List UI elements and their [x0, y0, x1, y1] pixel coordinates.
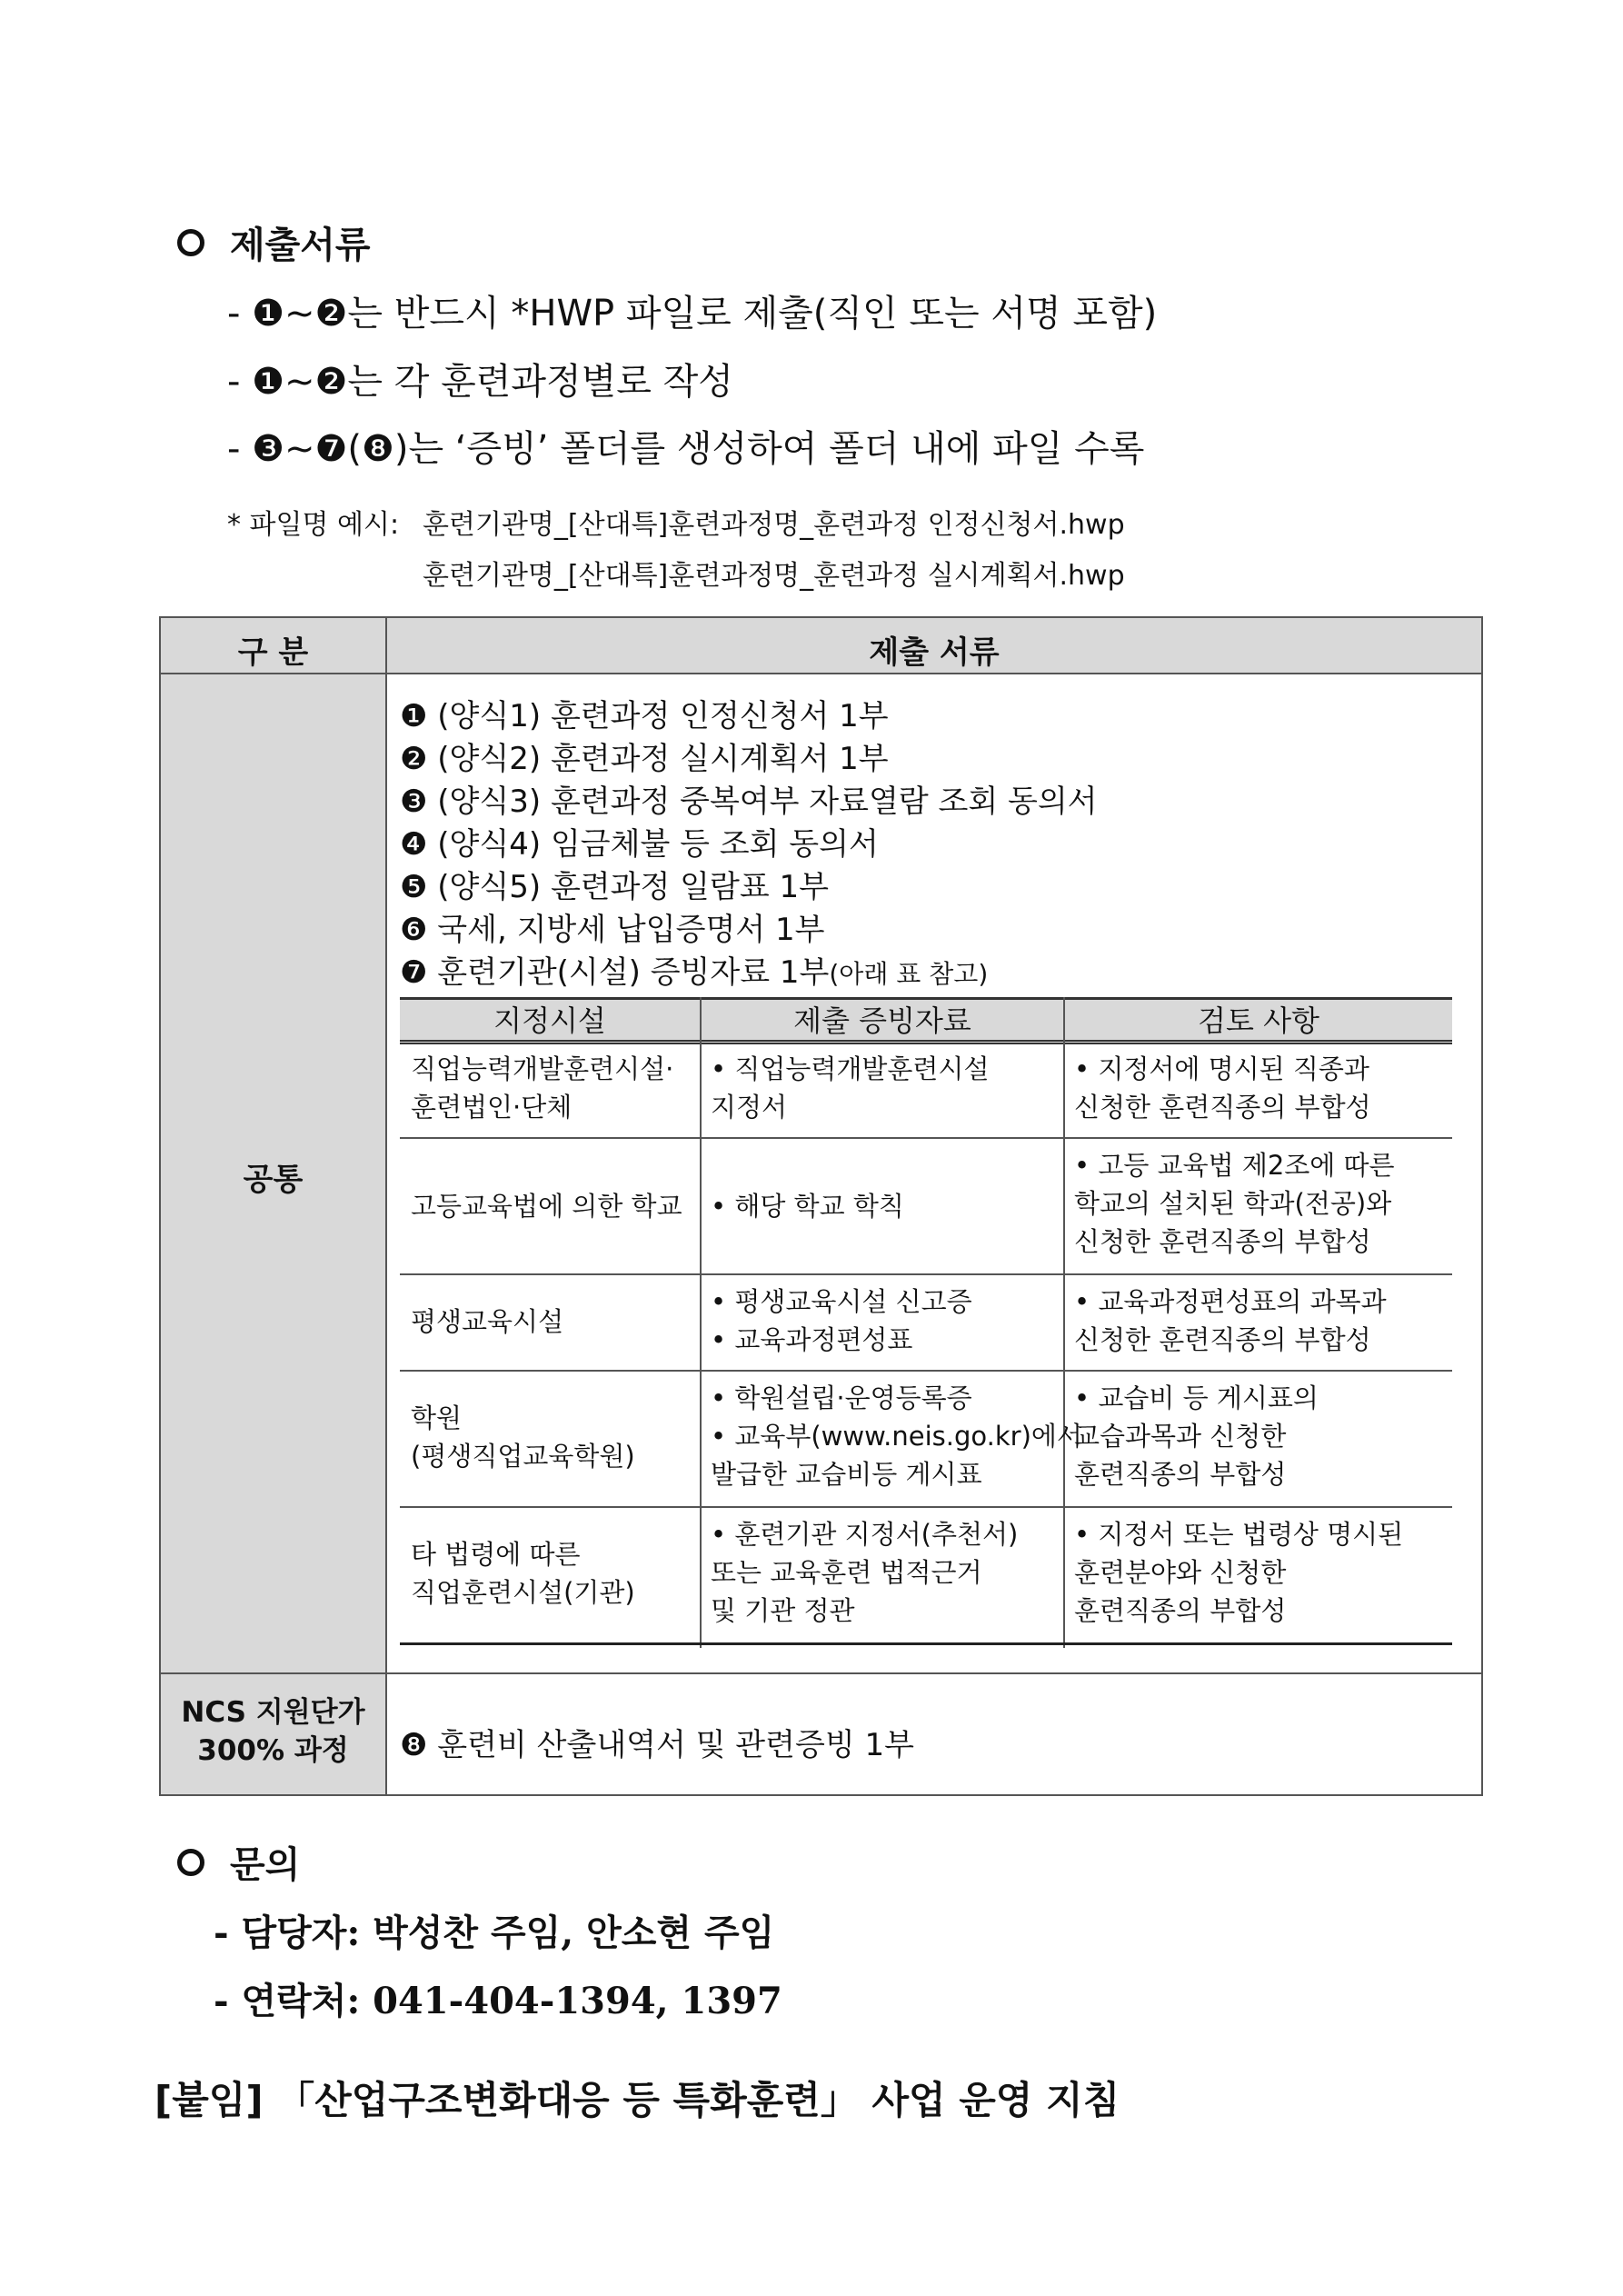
common-item-6: ❻ 국세, 지방세 납입증명서 1부	[400, 912, 825, 948]
submit-bullet-2: - ❶~❷는 각 훈련과정별로 작성	[227, 361, 733, 403]
inner-header-facility: 지정시설	[493, 1003, 606, 1038]
inner-header-row	[400, 997, 1452, 1044]
contact-phone: - 연락처: 041-404-1394, 1397	[214, 1980, 782, 2022]
contact-person: - 담당자: 박성찬 주임, 안소현 주임	[214, 1912, 775, 1954]
review-cell: • 교육과정편성표의 과목과 신청한 훈련직종의 부합성	[1074, 1286, 1387, 1355]
table-row	[400, 1044, 1452, 1139]
common-item-3: ❸ (양식3) 훈련과정 중복여부 자료열람 조회 동의서	[400, 784, 1098, 820]
row-common-label: 공통	[243, 1162, 304, 1198]
facility-cell: 고등교육법에 의한 학교	[411, 1191, 682, 1222]
item7-note: (아래 표 참고)	[829, 959, 989, 989]
docs-cell: • 직업능력개발훈련시설 지정서	[711, 1053, 990, 1123]
table-row	[400, 1372, 1452, 1508]
filename-example-2: 훈련기관명_[산대특]훈련과정명_훈련과정 실시계획서.hwp	[423, 560, 1125, 592]
row-ncs-label: NCS 지원단가 300% 과정	[181, 1696, 365, 1767]
review-cell: • 지정서 또는 법령상 명시된 훈련분야와 신청한 훈련직종의 부합성	[1074, 1519, 1404, 1626]
common-item-5: ❺ (양식5) 훈련과정 일람표 1부	[400, 869, 829, 905]
filename-example-1: 훈련기관명_[산대특]훈련과정명_훈련과정 인정신청서.hwp	[423, 509, 1125, 541]
inquiry-section-heading	[177, 1836, 300, 1888]
review-cell: • 교습비 등 게시표의 교습과목과 신청한 훈련직종의 부합성	[1074, 1383, 1319, 1490]
ncs-item: ❽ 훈련비 산출내역서 및 관련증빙 1부	[400, 1727, 914, 1763]
table-row	[400, 1275, 1452, 1372]
common-item-7: ❼ 훈련기관(시설) 증빙자료 1부(아래 표 참고)	[400, 954, 989, 991]
review-cell: • 지정서에 명시된 직종과 신청한 훈련직종의 부합성	[1074, 1053, 1371, 1123]
header-submit-docs: 제출 서류	[869, 634, 1000, 671]
common-item-1: ❶ (양식1) 훈련과정 인정신청서 1부	[400, 698, 889, 734]
docs-cell: • 훈련기관 지정서(추천서) 또는 교육훈련 법적근거 및 기관 정관	[711, 1519, 1019, 1626]
review-cell: • 고등 교육법 제2조에 따른 학교의 설치된 학과(전공)와 신청한 훈련직종의 부합성	[1074, 1150, 1395, 1257]
facility-cell: 평생교육시설	[411, 1306, 564, 1337]
submit-bullet-1: - ❶~❷는 반드시 *HWP 파일로 제출(직인 또는 서명 포함)	[227, 293, 1158, 334]
facility-cell: 직업능력개발훈련시설· 훈련법인·단체	[411, 1053, 674, 1123]
common-item-4: ❹ (양식4) 임금체불 등 조회 동의서	[400, 826, 879, 863]
facility-cell: 학원 (평생직업교육학원)	[411, 1403, 635, 1472]
common-item-2: ❷ (양식2) 훈련과정 실시계획서 1부	[400, 741, 889, 777]
inquiry-section-title: 문의	[230, 1844, 301, 1886]
hollow-circle-icon	[177, 1849, 204, 1876]
docs-cell: • 해당 학교 학칙	[711, 1191, 904, 1222]
attachment-line: [붙임] 「산업구조변화대응 등 특화훈련」 사업 운영 지침	[154, 2078, 1120, 2122]
submit-section-heading	[177, 216, 371, 268]
facility-cell: 타 법령에 따른 직업훈련시설(기관)	[411, 1539, 635, 1608]
header-category: 구 분	[237, 634, 309, 671]
filename-note-label: * 파일명 예시:	[227, 509, 400, 541]
submit-section-title: 제출서류	[230, 225, 371, 266]
inner-header-docs: 제출 증빙자료	[793, 1003, 971, 1038]
docs-cell: • 학원설립·운영등록증 • 교육부(www.neis.go.kr)에서 발급한 교습비등 게시표	[711, 1383, 1082, 1490]
table-row	[400, 1139, 1452, 1275]
submit-bullet-3: - ❸~❼(❽)는 ‘증빙’ 폴더를 생성하여 폴더 내에 파일 수록	[227, 428, 1145, 470]
table-row	[400, 1508, 1452, 1645]
hollow-circle-icon	[177, 229, 204, 256]
inner-header-review: 검토 사항	[1198, 1003, 1319, 1038]
docs-cell: • 평생교육시설 신고증 • 교육과정편성표	[711, 1286, 972, 1355]
